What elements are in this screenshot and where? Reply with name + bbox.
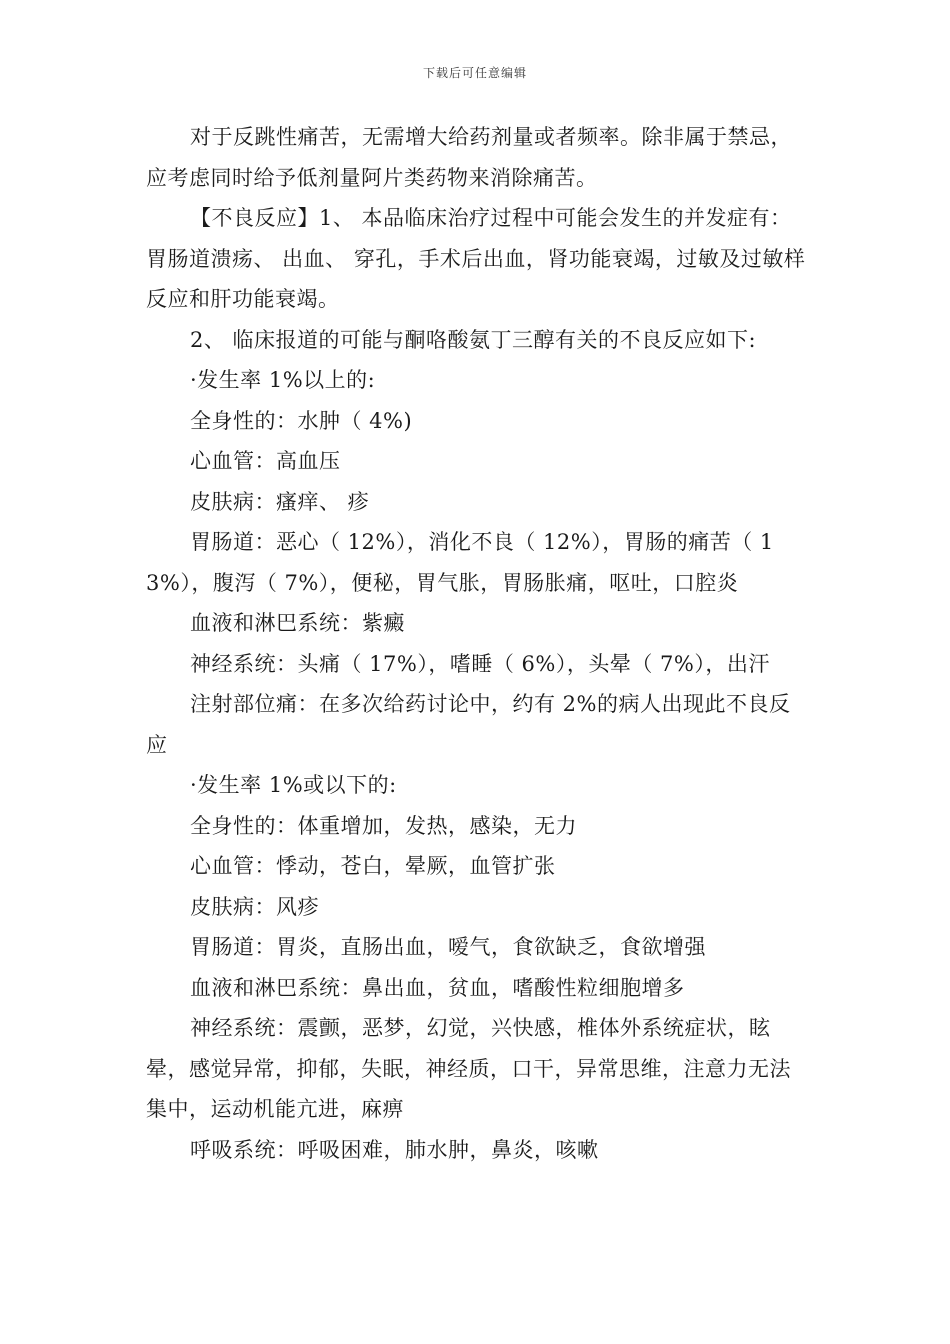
paragraph-6: 皮肤病：瘙痒、 疹 (190, 489, 370, 514)
paragraph-12: 全身性的：体重增加，发热，感染，无力 (190, 813, 577, 838)
paragraph-17: 神经系统：震颤，恶梦，幻觉，兴快感，椎体外系统症状，眩晕，感觉异常，抑郁，失眠，神经质，口干，异常思维，注意力无法集中，运动机能亢进，麻痹 (146, 1016, 791, 1121)
paragraph-4: 全身性的：水肿（ 4%) (190, 408, 413, 433)
paragraph-15: 胃肠道：胃炎，直肠出血，嗳气，食欲缺乏，食欲增强 (190, 935, 706, 959)
paragraph-16: 血液和淋巴系统：鼻出血，贫血，嗜酸性粒细胞增多 (190, 975, 685, 1000)
paragraph-7: 胃肠道：恶心（ 12%），消化不良（ 12%），胃肠的痛苦（ 13%），腹泻（ 7%），便秘，胃气胀，胃肠胀痛，呕吐，口腔炎 (146, 530, 774, 595)
paragraph-1: 【不良反应】1、 本品临床治疗过程中可能会发生的并发症有：胃肠道溃疡、 出血、 穿孔，手术后出血，肾功能衰竭，过敏及过敏样反应和肝功能衰竭。 (146, 206, 806, 311)
paragraph-3: ·发生率 1%以上的: (190, 368, 376, 392)
paragraph-10: 注射部位痛：在多次给药讨论中，约有 2%的病人出现此不良反应 (146, 692, 791, 757)
paragraph-13: 心血管：悸动，苍白，晕厥，血管扩张 (190, 854, 556, 878)
paragraph-5: 心血管：高血压 (190, 449, 341, 473)
paragraph-11: ·发生率 1%或以下的: (190, 773, 397, 797)
paragraph-0: 对于反跳性痛苦，无需增大给药剂量或者频率。除非属于禁忌，应考虑同时给予低剂量阿片类药物来消除痛苦。 (146, 125, 792, 190)
document-body (146, 117, 806, 1170)
paragraph-14: 皮肤病：风疹 (190, 894, 319, 919)
paragraph-2: 2、 临床报道的可能与酮咯酸氨丁三醇有关的不良反应如下: (190, 327, 757, 352)
paragraph-18: 呼吸系统：呼吸困难，肺水肿，鼻炎，咳嗽 (190, 1137, 599, 1162)
page-header: 下载后可任意编辑 (422, 66, 527, 80)
paragraph-9: 神经系统：头痛（ 17%），嗜睡（ 6%），头晕（ 7%），出汗 (190, 651, 770, 676)
paragraph-8: 血液和淋巴系统：紫癜 (190, 611, 405, 635)
